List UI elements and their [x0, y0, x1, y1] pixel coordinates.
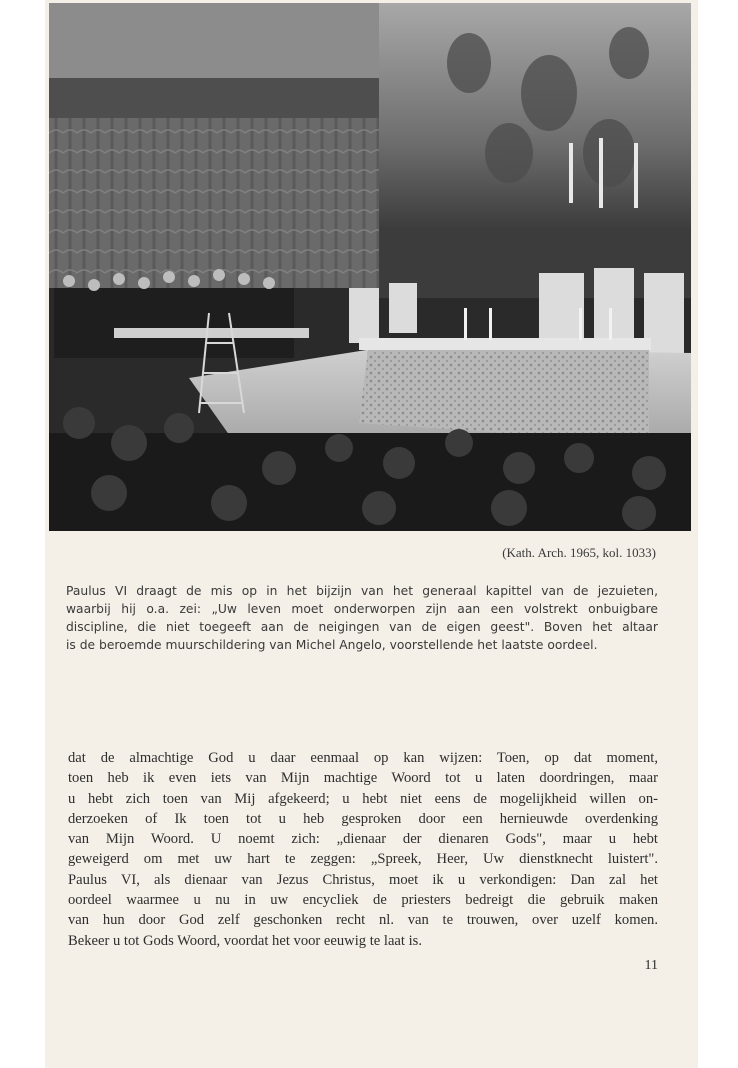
body-line: van Mijn Woord. U noemt zich: „dienaar der dienaren Gods", maar u hebt	[68, 831, 658, 848]
caption-line: Paulus VI draagt de mis op in het bijzijn van het generaal kapittel van de jezuieten,	[66, 584, 658, 598]
body-line: oordeel waarmee u nu in uw encycliek de priesters bedreigt die gebruik maken	[68, 892, 658, 909]
body-line: van hun door God zelf geschonken recht nl. van te trouwen, over uzelf komen.	[68, 912, 658, 929]
photograph	[49, 3, 691, 531]
caption-line: waarbij hij o.a. zei: „Uw leven moet onderworpen zijn aan een volstrekt onbuigbare	[66, 602, 658, 616]
body-line: toen heb ik even iets van Mijn machtige Woord tot u laten doordringen, maar	[68, 770, 658, 787]
photograph-icon	[49, 3, 691, 531]
photo-credit: (Kath. Arch. 1965, kol. 1033)	[502, 545, 656, 560]
body-paragraph	[68, 748, 658, 951]
photo-caption	[66, 582, 658, 654]
body-line: Paulus VI, als dienaar van Jezus Christus, moet ik u verkondigen: Dan zal het	[68, 871, 658, 888]
body-line: dat de almachtige God u daar eenmaal op kan wijzen: Toen, op dat moment,	[68, 750, 658, 766]
page-number: 11	[644, 958, 658, 973]
body-line: derzoeken of Ik toen tot u heb gesproken door een hernieuwde overdenking	[68, 810, 658, 827]
caption-line: is de beroemde muurschildering van Michel Angelo, voorstellende het laatste oordeel.	[66, 638, 598, 652]
body-line: Bekeer u tot Gods Woord, voordat het voor eeuwig te laat is.	[68, 932, 422, 949]
caption-line: discipline, die niet toegeeft aan de neigingen van de eigen geest". Boven het altaar	[66, 620, 658, 634]
body-line: u hebt zich toen van Mij afgekeerd; u hebt niet eens de mogelijkheid willen on-	[68, 790, 658, 807]
body-line: geweigerd om met uw hart te zeggen: „Spreek, Heer, Uw dienstknecht luistert".	[68, 851, 658, 868]
